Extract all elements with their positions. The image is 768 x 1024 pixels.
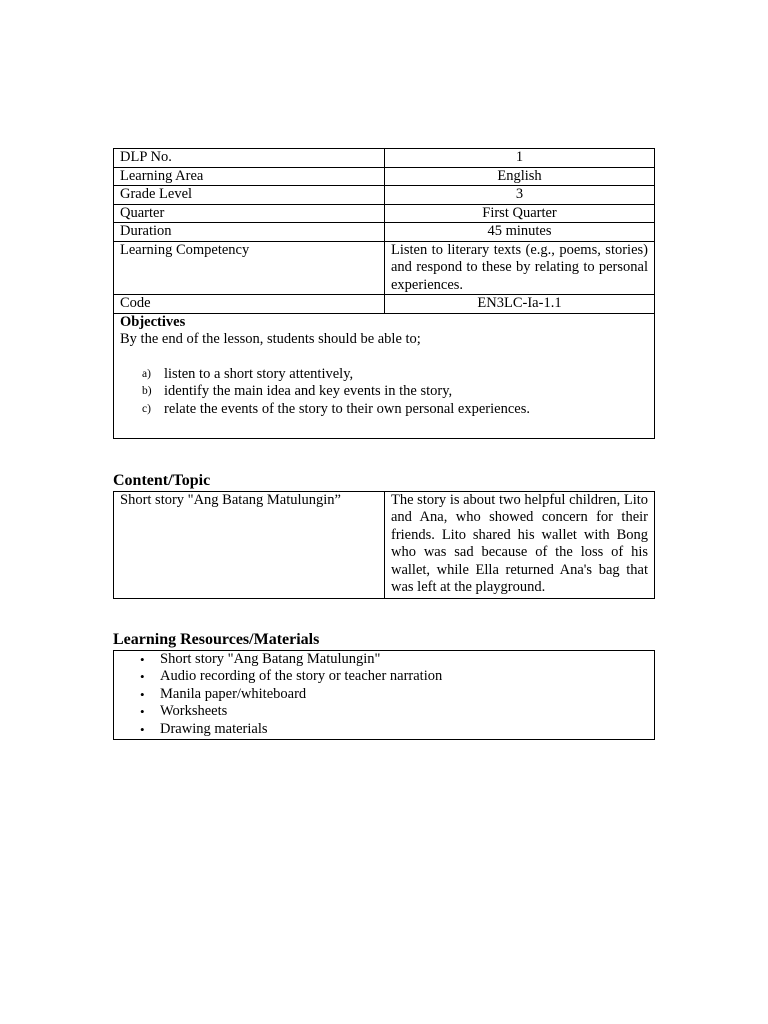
- objective-text: listen to a short story attentively,: [164, 365, 354, 382]
- duration-value: 45 minutes: [385, 223, 655, 242]
- resource-text: Worksheets: [160, 703, 228, 719]
- list-marker: b): [142, 385, 152, 397]
- resource-text: Short story "Ang Batang Matulungin": [160, 650, 381, 667]
- objective-text: relate the events of the story to their own personal experiences.: [164, 400, 530, 417]
- resource-text: Manila paper/whiteboard: [160, 685, 307, 702]
- objectives-list: [120, 366, 648, 419]
- list-item: [120, 383, 648, 401]
- table-row: [114, 149, 655, 168]
- content-topic-table: [113, 491, 655, 599]
- resource-text: Drawing materials: [160, 720, 268, 737]
- table-row: [114, 204, 655, 223]
- content-topic-title: Short story "Ang Batang Matulungin”: [114, 491, 385, 598]
- list-item: [114, 721, 654, 739]
- list-marker: c): [142, 402, 151, 415]
- dlp-info-table: [113, 148, 655, 439]
- bullet-icon: •: [140, 704, 145, 719]
- learning-area-value: English: [385, 167, 655, 186]
- grade-level-value: 3: [385, 186, 655, 205]
- objective-text: identify the main idea and key events in the story,: [164, 383, 453, 399]
- bullet-icon: •: [140, 721, 145, 737]
- list-item: [114, 686, 654, 704]
- table-row: [114, 186, 655, 205]
- quarter-label: Quarter: [114, 204, 385, 223]
- objectives-heading: Objectives: [120, 313, 186, 330]
- table-row: [114, 491, 655, 598]
- learning-competency-value: Listen to literary texts (e.g., poems, stories) and respond to these by relating to personal experiences.: [385, 241, 655, 295]
- dlp-no-value: 1: [385, 149, 655, 168]
- quarter-value: First Quarter: [385, 204, 655, 223]
- objectives-intro: By the end of the lesson, students should be able to;: [120, 331, 421, 347]
- list-item: [114, 651, 654, 669]
- code-value: EN3LC-Ia-1.1: [385, 295, 655, 314]
- bullet-icon: •: [140, 669, 145, 684]
- content-topic-summary: The story is about two helpful children, Lito and Ana, who showed concern for their friends. Lito shared his wallet with Bong who was sad because of the loss of his wallet, while Ella returned Ana's bag that was left at the playground.: [385, 491, 655, 598]
- resources-heading: Learning Resources/Materials: [113, 630, 320, 648]
- objectives-cell: [114, 313, 655, 438]
- bullet-icon: •: [140, 686, 145, 702]
- code-label: Code: [114, 295, 385, 314]
- content-topic-heading: Content/Topic: [113, 471, 211, 489]
- resources-box: [113, 650, 655, 741]
- list-item: [120, 366, 648, 384]
- list-item: [114, 703, 654, 721]
- resource-text: Audio recording of the story or teacher narration: [160, 668, 443, 684]
- lesson-plan-page: [113, 148, 655, 740]
- bullet-icon: •: [140, 651, 145, 667]
- table-row: [114, 295, 655, 314]
- table-row: [114, 223, 655, 242]
- table-row: [114, 167, 655, 186]
- list-marker: a): [142, 367, 151, 380]
- list-item: [114, 668, 654, 686]
- resources-list: [114, 651, 654, 739]
- table-row: [114, 241, 655, 295]
- learning-area-label: Learning Area: [114, 167, 385, 186]
- list-item: [120, 401, 648, 419]
- dlp-no-label: DLP No.: [114, 149, 385, 168]
- objectives-row: [114, 313, 655, 438]
- duration-label: Duration: [114, 223, 385, 242]
- grade-level-label: Grade Level: [114, 186, 385, 205]
- learning-competency-label: Learning Competency: [114, 241, 385, 295]
